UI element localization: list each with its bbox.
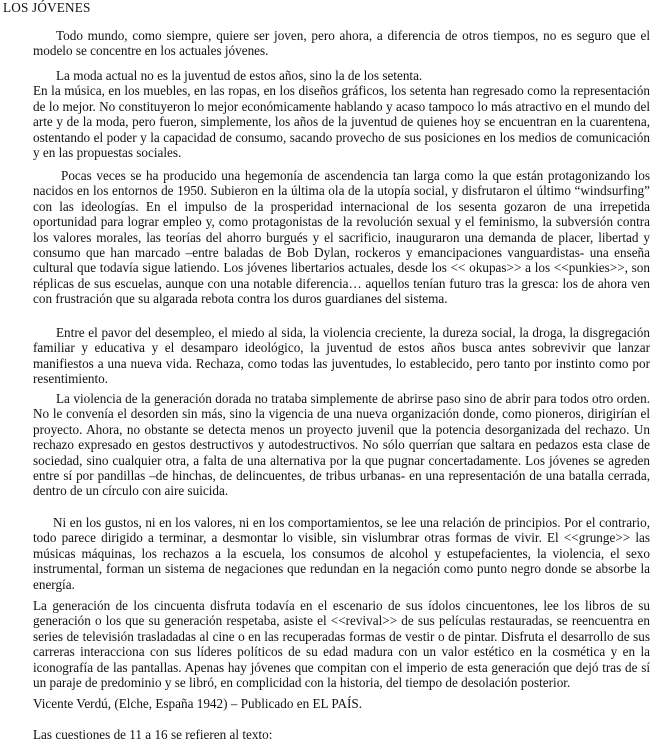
- paragraph-4: [33, 325, 650, 387]
- paragraph-1-text: Todo mundo, como siempre, quiere ser joven, pero ahora, a diferencia de otros tiempos, no es seguro que el modelo se concentre en los actuales jóvenes.: [33, 28, 650, 59]
- paragraph-3: [33, 168, 650, 307]
- paragraph-2: [33, 68, 650, 160]
- paragraph-7: [33, 598, 650, 690]
- document-title: LOS JÓVENES: [3, 0, 91, 15]
- paragraph-7-text: La generación de los cincuenta disfruta todavía en el escenario de sus ídolos cincuentones, lee los libros de su generación o los que su generación respetaba, asiste el <<revival>> de sus películas restauradas, se reencuentra en series de televisión trasladadas al cine o en las recuperadas formas de vestir o de pintar. Disfruta el desarrollo de sus carreras interacciona con sus líderes políticos de su edad madura con un valor estético en la cosmética y en la iconografía de las pantallas. Apenas hay jóvenes que compitan con el imperio de esta generación que dejó tras de sí un paraje de predominio y se libró, en complicidad con la historia, del tiempo de desolación posterior.: [33, 598, 650, 691]
- paragraph-6: [33, 515, 650, 592]
- paragraph-2-text: En la música, en los muebles, en las ropas, en los diseños gráficos, los setenta han regresado como la representación de lo mejor. No constituyeron lo mejor económicamente hablando y acaso tampoco lo más atractivo en el mundo del arte y de la moda, pero fueron, simplemente, los años de la juventud de quienes hoy se encuentran en la cuarentena, ostentando el poder y la capacidad de consumo, sacando provecho de sus posiciones en los medios de comunicación y en las propuestas sociales.: [33, 83, 650, 161]
- paragraph-5: [33, 391, 650, 499]
- paragraph-4-text: Entre el pavor del desempleo, el miedo al sida, la violencia creciente, la dureza social, la droga, la disgregación familiar y educativa y el desamparo ideológico, la juventud de estos años busca antes sobrevivir que lanzar manifiestos a una nueva vida. Rechaza, como todas las juventudes, lo establecido, pero tanto por instinto como por resentimiento.: [33, 325, 650, 387]
- byline: Vicente Verdú, (Elche, España 1942) – Publicado en EL PAÍS.: [33, 696, 363, 711]
- paragraph-2-first-line: La moda actual no es la juventud de estos años, sino la de los setenta.: [56, 68, 423, 83]
- questions-intro: Las cuestiones de 11 a 16 se refieren al texto:: [33, 727, 273, 742]
- paragraph-5-text: La violencia de la generación dorada no trataba simplemente de abrirse paso sino de abrir para todos otro orden. No le convenía el desorden sin más, sino la vigencia de una nueva organización donde, como pioneros, dirigirían el proyecto. Ahora, no obstante se detecta menos un proyecto juvenil que la potencia desorganizada del rechazo. Un rechazo expresado en gestos destructivos y autodestructivos. No sólo querrían que saltara en pedazos esta clase de sociedad, sino cualquier otra, a falta de una alternativa por la que pugnar concertadamente. Los jóvenes se agreden entre sí por pandillas –de hinchas, de delincuentes, de tribus urbanas- en una representación de una batalla cerrada, dentro de un círculo con aire suicida.: [33, 391, 650, 499]
- paragraph-6-text: Ni en los gustos, ni en los valores, ni en los comportamientos, se lee una relación de principios. Por el contrario, todo parece dirigido a terminar, a desmontar lo visible, sin vislumbrar otras formas de vivir. El <<grunge>> las músicas máquinas, los rechazos a la escuela, los consumos de alcohol y estupefacientes, la violencia, el sexo instrumental, forman un sistema de negaciones que redundan en la negación como punto negro donde se absorbe la energía.: [33, 515, 650, 592]
- paragraph-3-text: Pocas veces se ha producido una hegemonía de ascendencia tan larga como la que están protagonizando los nacidos en los entornos de 1950. Subieron en la última ola de la utopía social, y disfrutaron el último “windsurfing” con las ideologías. En el impulso de la prosperidad internacional de los sesenta gozaron de una irrepetida oportunidad para lograr empleo y, como protagonistas de la revolución sexual y el feminismo, la subversión contra los valores morales, las teorías del ahorro burgués y el sacrificio, inauguraron una demanda de placer, libertad y consumo que han marcado –entre baladas de Bob Dylan, rockeros y emancipaciones vanguardistas- una enseña cultural que todavía sigue latiendo. Los jóvenes libertarios actuales, desde los << okupas>> a los <<punkies>>, son réplicas de sus escuelas, aunque con una notable diferencia… aquellos tenían futuro tras la gresca: los de ahora ven con frustración que su algarada rebota contra los duros guardianes del sistema.: [33, 168, 650, 307]
- paragraph-1: [33, 28, 650, 59]
